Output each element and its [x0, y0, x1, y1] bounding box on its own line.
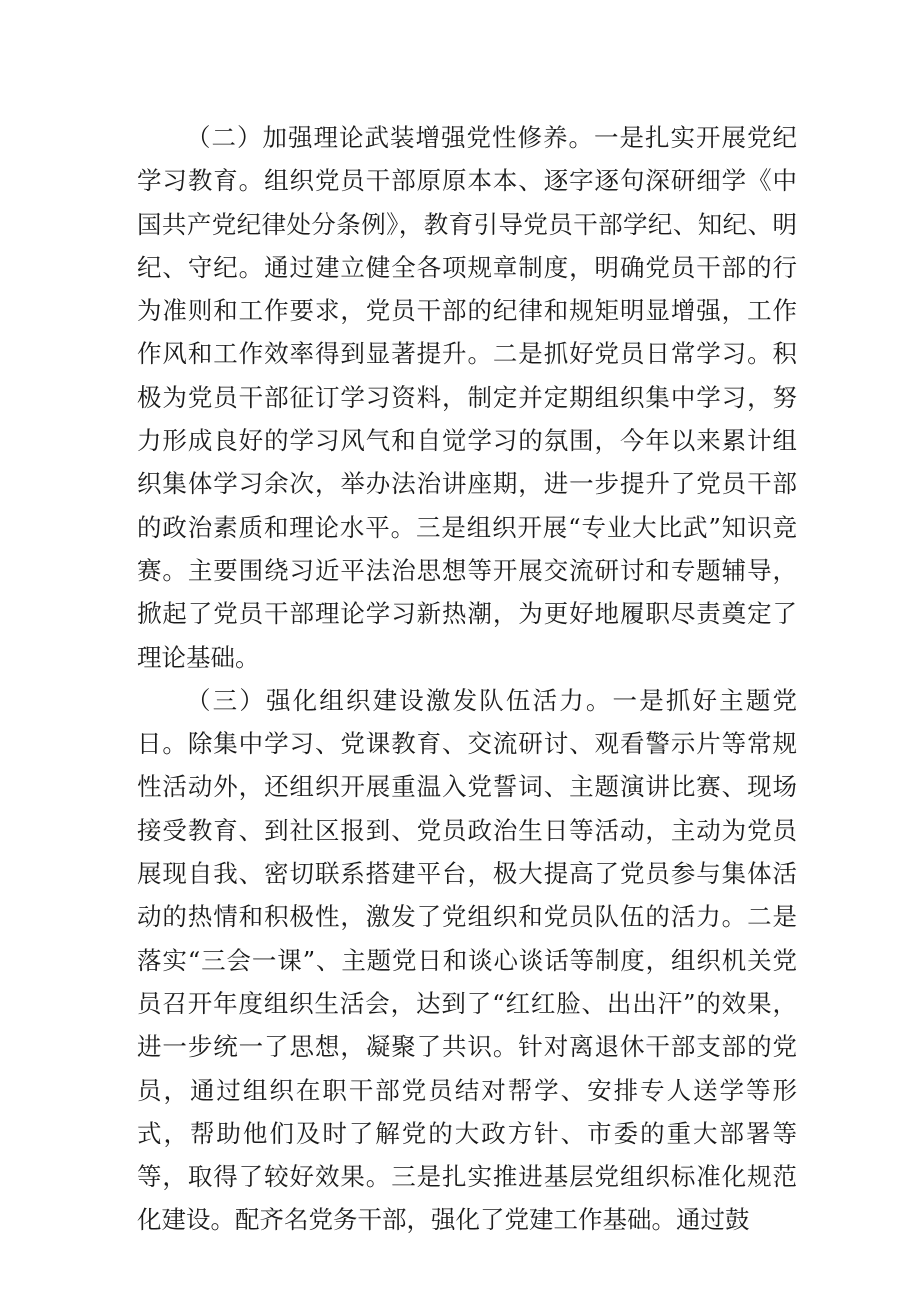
document-body — [137, 116, 797, 1242]
paragraph-organization-building: （三）强化组织建设激发队伍活力。一是抓好主题党日。除集中学习、党课教育、交流研讨、观看警示片等常规性活动外，还组织开展重温入党誓词、主题演讲比赛、现场接受教育、到社区报到、党员政治生日等活动，主动为党员展现自我、密切联系搭建平台，极大提高了党员参与集体活动的热情和积极性，激发了党组织和党员队伍的活力。二是落实“三会一课”、主题党日和谈心谈话等制度，组织机关党员召开年度组织生活会，达到了“红红脸、出出汗”的效果，进一步统一了思想，凝聚了共识。针对离退休干部支部的党员，通过组织在职干部党员结对帮学、安排专人送学等形式，帮助他们及时了解党的大政方针、市委的重大部署等等，取得了较好效果。三是扎实推进基层党组织标准化规范化建设。配齐名党务干部，强化了党建工作基础。通过鼓 — [137, 685, 797, 1235]
paragraph-theory-study: （二）加强理论武装增强党性修养。一是扎实开展党纪学习教育。组织党员干部原原本本、逐字逐句深研细学《中国共产党纪律处分条例》，教育引导党员干部学纪、知纪、明纪、守纪。通过建立健全各项规章制度，明确党员干部的行为准则和工作要求，党员干部的纪律和规矩明显增强，工作作风和工作效率得到显著提升。二是抓好党员日常学习。积极为党员干部征订学习资料，制定并定期组织集中学习，努力形成良好的学习风气和自觉学习的氛围，今年以来累计组织集体学习余次，举办法治讲座期，进一步提升了党员干部的政治素质和理论水平。三是组织开展“专业大比武”知识竞赛。主要围绕习近平法治思想等开展交流研讨和专题辅导，掀起了党员干部理论学习新热潮，为更好地履职尽责奠定了理论基础。 — [137, 123, 797, 672]
